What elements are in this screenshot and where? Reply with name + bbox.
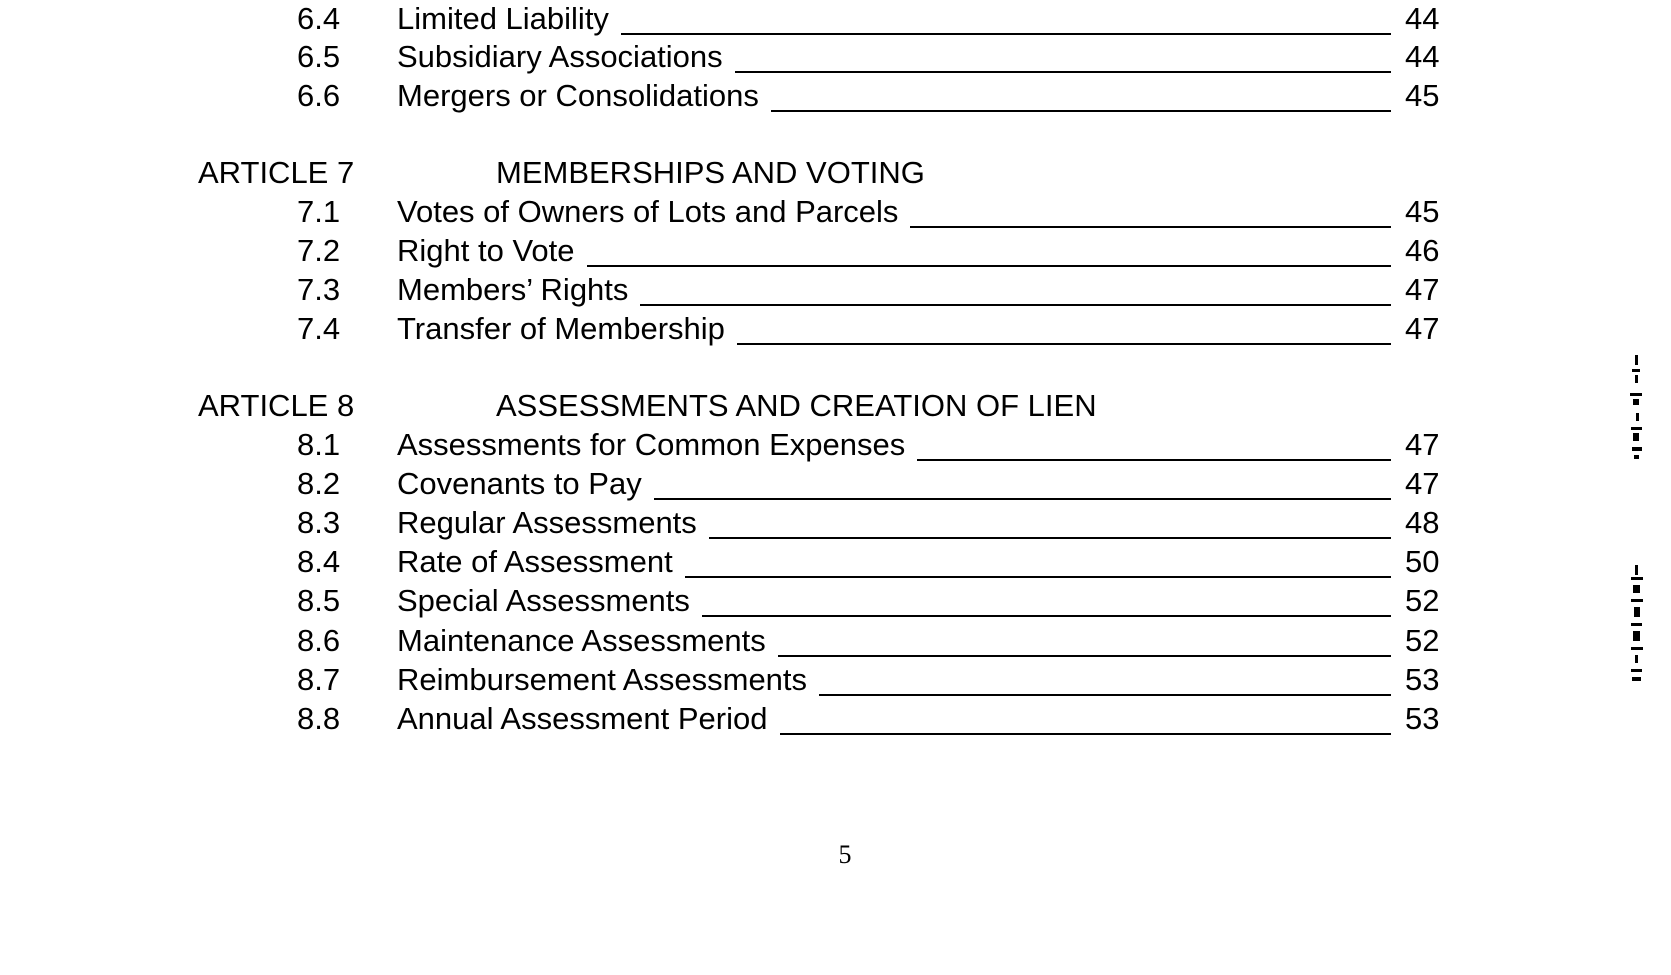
section-page: 47 — [1405, 311, 1440, 346]
leader-line — [910, 226, 1391, 228]
section-number: 8.3 — [297, 505, 341, 540]
section-title: Regular Assessments — [397, 505, 697, 540]
section-title: Rate of Assessment — [397, 544, 673, 579]
section-number: 8.6 — [297, 623, 341, 658]
section-number: 7.3 — [297, 272, 341, 307]
toc-entry-8-2 — [0, 465, 1671, 503]
section-number: 8.1 — [297, 427, 341, 462]
leader-line — [778, 655, 1391, 657]
toc-entry-8-1 — [0, 426, 1671, 464]
section-title: Assessments for Common Expenses — [397, 427, 906, 462]
section-number: 8.4 — [297, 544, 341, 579]
section-page: 47 — [1405, 272, 1440, 307]
toc-entry-6-6 — [0, 77, 1671, 115]
section-page: 44 — [1405, 1, 1440, 36]
toc-entry-8-7 — [0, 661, 1671, 699]
leader-line — [780, 733, 1391, 735]
section-page: 45 — [1405, 78, 1440, 113]
leader-line — [917, 459, 1391, 461]
section-page: 52 — [1405, 623, 1440, 658]
section-title: Subsidiary Associations — [397, 39, 723, 74]
section-number: 8.5 — [297, 583, 341, 618]
section-page: 47 — [1405, 427, 1440, 462]
margin-stamp-mark — [1626, 355, 1648, 695]
section-page: 53 — [1405, 662, 1440, 697]
section-title: Maintenance Assessments — [397, 623, 766, 658]
section-title: Covenants to Pay — [397, 466, 642, 501]
section-title: Right to Vote — [397, 233, 575, 268]
leader-line — [685, 576, 1391, 578]
toc-entry-8-4 — [0, 543, 1671, 581]
section-number: 6.5 — [297, 39, 341, 74]
section-page: 52 — [1405, 583, 1440, 618]
toc-entry-8-8 — [0, 700, 1671, 738]
toc-entry-7-1 — [0, 193, 1671, 231]
section-number: 7.4 — [297, 311, 341, 346]
article-title: MEMBERSHIPS AND VOTING — [496, 155, 925, 190]
section-number: 6.6 — [297, 78, 341, 113]
toc-entry-8-6 — [0, 622, 1671, 660]
section-page: 46 — [1405, 233, 1440, 268]
article-title: ASSESSMENTS AND CREATION OF LIEN — [496, 388, 1097, 423]
article-8-heading — [0, 387, 1671, 425]
leader-line — [587, 265, 1391, 267]
section-title: Limited Liability — [397, 1, 609, 36]
section-number: 7.2 — [297, 233, 341, 268]
leader-line — [709, 537, 1391, 539]
section-title: Transfer of Membership — [397, 311, 725, 346]
leader-line — [640, 304, 1391, 306]
leader-line — [621, 33, 1391, 35]
leader-line — [737, 343, 1391, 345]
section-page: 45 — [1405, 194, 1440, 229]
article-7-heading — [0, 154, 1671, 192]
section-page: 47 — [1405, 466, 1440, 501]
leader-line — [654, 498, 1391, 500]
section-title: Mergers or Consolidations — [397, 78, 759, 113]
section-page: 48 — [1405, 505, 1440, 540]
section-page: 50 — [1405, 544, 1440, 579]
toc-entry-6-4 — [0, 0, 1671, 38]
page-number: 5 — [838, 840, 852, 869]
section-title: Annual Assessment Period — [397, 701, 768, 736]
toc-entry-8-3 — [0, 504, 1671, 542]
toc-entry-8-5 — [0, 582, 1671, 620]
section-title: Votes of Owners of Lots and Parcels — [397, 194, 899, 229]
leader-line — [819, 694, 1391, 696]
section-title: Special Assessments — [397, 583, 690, 618]
section-title: Members’ Rights — [397, 272, 629, 307]
section-number: 8.7 — [297, 662, 341, 697]
section-number: 8.2 — [297, 466, 341, 501]
leader-line — [702, 615, 1391, 617]
leader-line — [735, 71, 1391, 73]
section-title: Reimbursement Assessments — [397, 662, 808, 697]
article-label: ARTICLE 7 — [198, 155, 355, 190]
toc-entry-6-5 — [0, 38, 1671, 76]
section-number: 7.1 — [297, 194, 341, 229]
section-number: 6.4 — [297, 1, 341, 36]
section-page: 44 — [1405, 39, 1440, 74]
toc-entry-7-2 — [0, 232, 1671, 270]
article-label: ARTICLE 8 — [198, 388, 355, 423]
leader-line — [771, 110, 1391, 112]
toc-entry-7-4 — [0, 310, 1671, 348]
section-page: 53 — [1405, 701, 1440, 736]
toc-entry-7-3 — [0, 271, 1671, 309]
section-number: 8.8 — [297, 701, 341, 736]
